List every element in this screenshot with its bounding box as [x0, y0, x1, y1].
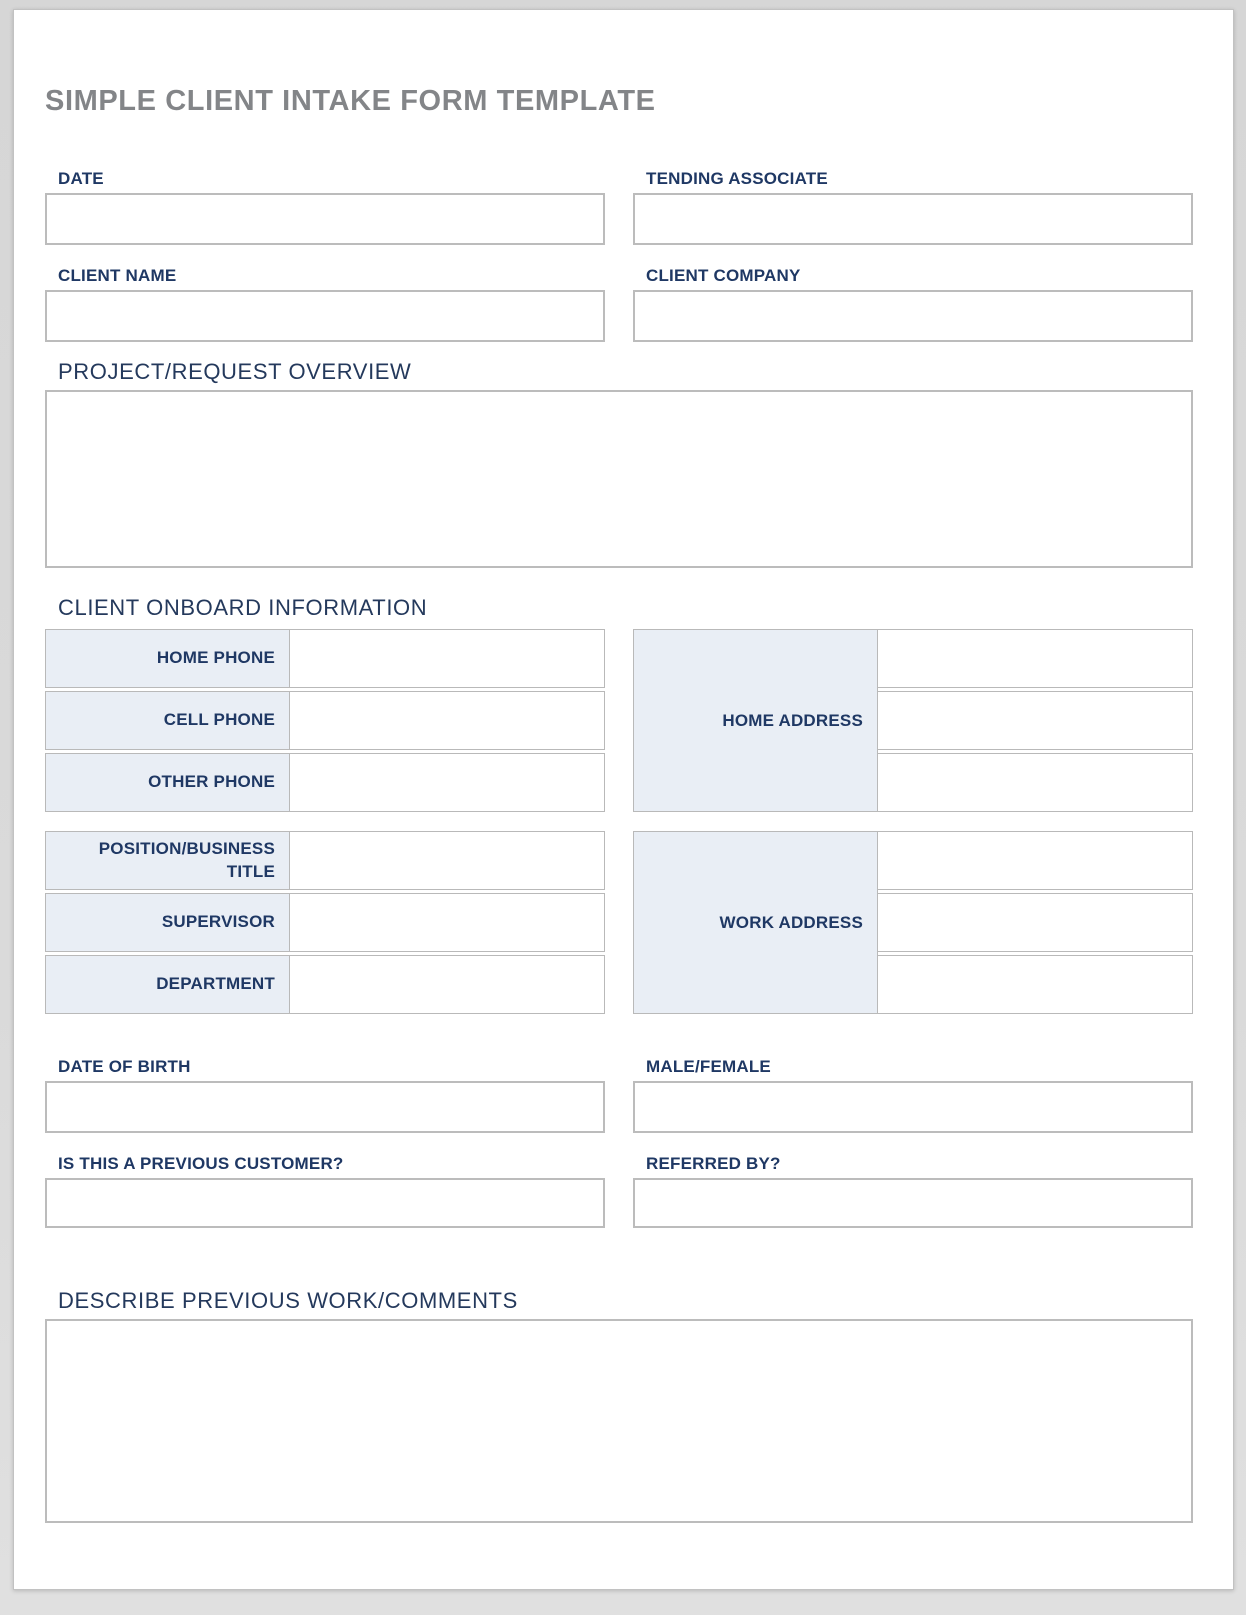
onboard-block-phones-home-address: [45, 629, 1193, 812]
male-female-label: MALE/FEMALE: [646, 1057, 771, 1076]
home-phone-label: HOME PHONE: [45, 629, 290, 688]
position-business-title-input[interactable]: [290, 831, 605, 890]
previous-customer-label: IS THIS A PREVIOUS CUSTOMER?: [58, 1154, 344, 1173]
date-of-birth-field-group: [45, 1057, 605, 1133]
position-rows: [45, 831, 605, 1014]
position-business-title-label: POSITION/BUSINESS TITLE: [45, 831, 290, 890]
date-label: DATE: [58, 169, 104, 188]
client-name-input[interactable]: [45, 290, 605, 342]
comments-label: DESCRIBE PREVIOUS WORK/COMMENTS: [58, 1288, 518, 1313]
client-name-field-group: [45, 266, 605, 342]
table-row: [45, 893, 605, 952]
home-address-label: HOME ADDRESS: [633, 629, 878, 812]
page-title: SIMPLE CLIENT INTAKE FORM TEMPLATE: [45, 85, 656, 117]
date-field-group: [45, 169, 605, 245]
previous-customer-input[interactable]: [45, 1178, 605, 1228]
date-of-birth-label: DATE OF BIRTH: [58, 1057, 191, 1076]
supervisor-input[interactable]: [290, 893, 605, 952]
department-input[interactable]: [290, 955, 605, 1014]
work-address-line-3-input[interactable]: [878, 955, 1193, 1014]
department-label: DEPARTMENT: [45, 955, 290, 1014]
home-address-line-2-input[interactable]: [878, 691, 1193, 750]
supervisor-label: SUPERVISOR: [45, 893, 290, 952]
previous-customer-field-group: [45, 1154, 605, 1228]
cell-phone-label: CELL PHONE: [45, 691, 290, 750]
referred-by-label: REFERRED BY?: [646, 1154, 781, 1173]
phone-rows: [45, 629, 605, 812]
date-of-birth-input[interactable]: [45, 1081, 605, 1133]
table-row: [45, 831, 605, 890]
male-female-input[interactable]: [633, 1081, 1193, 1133]
row-date-associate: [45, 169, 1193, 245]
client-company-label: CLIENT COMPANY: [646, 266, 801, 285]
previous-work-comments-textarea[interactable]: [45, 1319, 1193, 1523]
home-phone-input[interactable]: [290, 629, 605, 688]
project-overview-section: [45, 359, 1193, 568]
form-page: [13, 9, 1234, 1590]
tending-associate-field-group: [633, 169, 1193, 245]
date-input[interactable]: [45, 193, 605, 245]
work-address-line-2-input[interactable]: [878, 893, 1193, 952]
work-address-block: [633, 831, 1193, 1014]
other-phone-label: OTHER PHONE: [45, 753, 290, 812]
table-row: [45, 753, 605, 812]
client-company-input[interactable]: [633, 290, 1193, 342]
referred-by-field-group: [633, 1154, 1193, 1228]
tending-associate-input[interactable]: [633, 193, 1193, 245]
row-client-name-company: [45, 266, 1193, 342]
client-name-label: CLIENT NAME: [58, 266, 177, 285]
table-row: [45, 691, 605, 750]
row-dob-gender: [45, 1057, 1193, 1133]
cell-phone-input[interactable]: [290, 691, 605, 750]
male-female-field-group: [633, 1057, 1193, 1133]
home-address-line-3-input[interactable]: [878, 753, 1193, 812]
work-address-line-1-input[interactable]: [878, 831, 1193, 890]
work-address-inputs: [878, 831, 1193, 1014]
other-phone-input[interactable]: [290, 753, 605, 812]
table-row: [45, 955, 605, 1014]
work-address-label: WORK ADDRESS: [633, 831, 878, 1014]
row-previous-referred: [45, 1154, 1193, 1228]
table-row: [45, 629, 605, 688]
tending-associate-label: TENDING ASSOCIATE: [646, 169, 828, 188]
client-onboard-section-title: CLIENT ONBOARD INFORMATION: [58, 595, 428, 620]
project-overview-textarea[interactable]: [45, 390, 1193, 568]
home-address-inputs: [878, 629, 1193, 812]
home-address-block: [633, 629, 1193, 812]
project-overview-label: PROJECT/REQUEST OVERVIEW: [58, 359, 412, 384]
referred-by-input[interactable]: [633, 1178, 1193, 1228]
comments-section: [45, 1288, 1193, 1523]
onboard-block-position-work-address: [45, 831, 1193, 1014]
home-address-line-1-input[interactable]: [878, 629, 1193, 688]
client-company-field-group: [633, 266, 1193, 342]
